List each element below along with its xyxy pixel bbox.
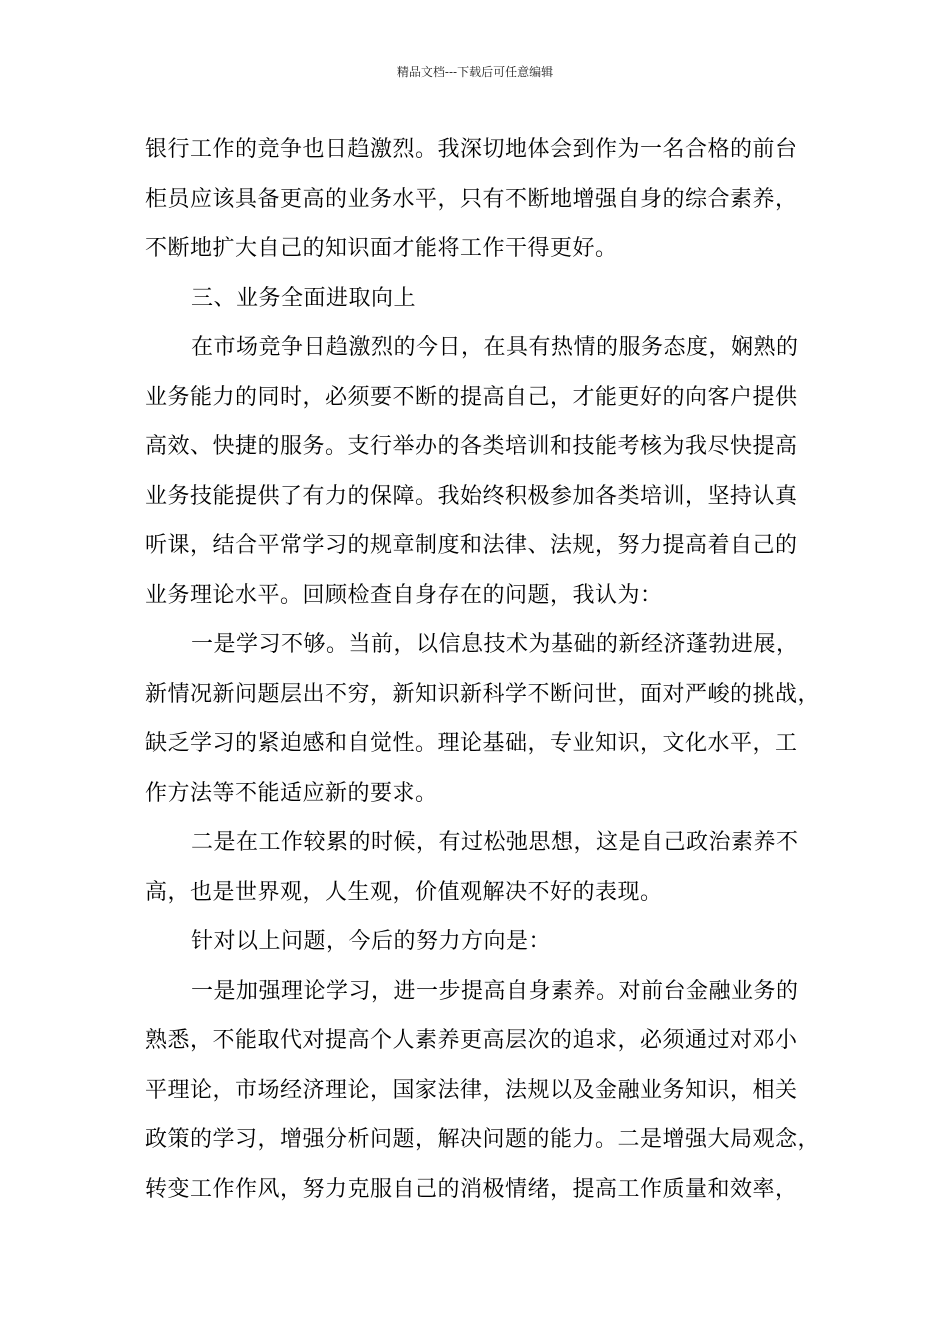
- text-line: 作方法等不能适应新的要求。: [145, 780, 438, 806]
- text-line: 业务能力的同时，必须要不断的提高自己，才能更好的向客户提供: [145, 384, 798, 410]
- text-line: 三、业务全面进取向上: [191, 285, 417, 311]
- text-line: 高效、快捷的服务。支行举办的各类培训和技能考核为我尽快提高: [145, 434, 798, 459]
- text-line: 熟悉，不能取代对提高个人素养更高层次的追求，必须通过对邓小: [145, 1028, 798, 1053]
- text-line: 业务技能提供了有力的保障。我始终积极参加各类培训，坚持认真: [145, 483, 798, 509]
- text-line: 二是在工作较累的时候，有过松弛思想，这是自己政治素养不: [191, 830, 799, 855]
- text-line: 业务理论水平。回顾检查自身存在的问题，我认为：: [145, 582, 663, 608]
- text-line: 针对以上问题，今后的努力方向是：: [191, 929, 552, 954]
- text-line: 不断地扩大自己的知识面才能将工作干得更好。: [145, 236, 618, 261]
- page-header: 精品文档---下载后可任意编辑: [396, 65, 554, 79]
- text-line: 政策的学习，增强分析问题，解决问题的能力。二是增强大局观念，: [145, 1127, 821, 1152]
- text-line: 新情况新问题层出不穷，新知识新科学不断问世，面对严峻的挑战，: [145, 681, 821, 707]
- text-line: 在市场竞争日趋激烈的今日，在具有热情的服务态度，娴熟的: [191, 335, 799, 360]
- text-line: 缺乏学习的紧迫感和自觉性。理论基础，专业知识，文化水平，工: [145, 731, 798, 756]
- text-line: 银行工作的竞争也日趋激烈。我深切地体会到作为一名合格的前台: [145, 137, 798, 162]
- text-line: 一是加强理论学习，进一步提高自身素养。对前台金融业务的: [191, 978, 799, 1004]
- document-body: [145, 125, 821, 1214]
- text-line: 听课，结合平常学习的规章制度和法律、法规，努力提高着自己的: [145, 533, 798, 558]
- text-line: 一是学习不够。当前，以信息技术为基础的新经济蓬勃进展，: [191, 632, 799, 657]
- text-line: 柜员应该具备更高的业务水平，只有不断地增强自身的综合素养，: [145, 186, 798, 212]
- text-line: 平理论，市场经济理论，国家法律，法规以及金融业务知识，相关: [145, 1077, 798, 1103]
- text-line: 高，也是世界观，人生观，价值观解决不好的表现。: [145, 879, 663, 905]
- text-line: 转变工作作风，努力克服自己的消极情绪，提高工作质量和效率，: [145, 1176, 798, 1202]
